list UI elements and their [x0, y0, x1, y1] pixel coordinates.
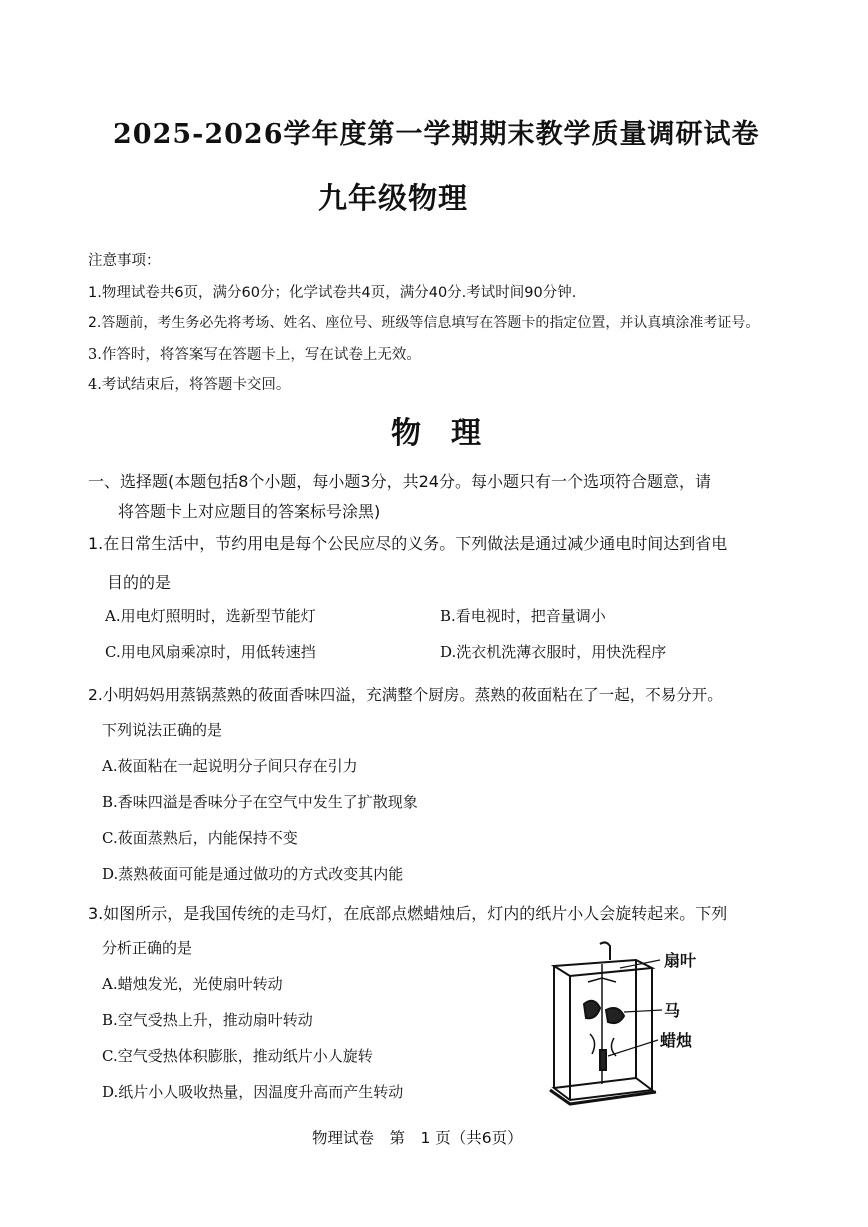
option-c: C.莜面蒸熟后，内能保持不变 [102, 829, 298, 847]
question-stem: 1.在日常生活中，节约用电是每个公民应尽的义务。下列做法是通过减少通电时间达到省电 [88, 534, 728, 553]
fan-label: 扇叶 [664, 951, 697, 970]
option-d: D.蒸熟莜面可能是通过做功的方式改变其内能 [102, 865, 404, 883]
question-stem: 分析正确的是 [102, 939, 193, 957]
option-d: D.纸片小人吸收热量，因温度升高而产生转动 [102, 1083, 404, 1101]
candle-label: 蜡烛 [660, 1031, 693, 1050]
option-b: B.看电视时，把音量调小 [440, 607, 606, 625]
part-instruction: 一、选择题(本题包括8个小题，每小题3分，共24分。每小题只有一个选项符合题意，请 [88, 472, 711, 491]
notice-item: 1.物理试卷共6页，满分60分；化学试卷共4页，满分40分.考试时间90分钟. [88, 285, 577, 301]
question-stem: 3.如图所示，是我国传统的走马灯，在底部点燃蜡烛后，灯内的纸片小人会旋转起来。下列 [88, 904, 728, 923]
option-b: B.香味四溢是香味分子在空气中发生了扩散现象 [102, 793, 418, 811]
option-c: C.用电风扇乘凉时，用低转速挡 [105, 643, 316, 661]
notice-item: 4.考试结束后，将答题卡交回。 [88, 377, 291, 393]
option-a: A.用电灯照明时，选新型节能灯 [105, 607, 316, 625]
part-instruction: 将答题卡上对应题目的答案标号涂黑) [118, 502, 381, 521]
question-stem: 目的的是 [107, 573, 172, 592]
notice-item: 2.答题前，考生务必先将考场、姓名、座位号、班级等信息填写在答题卡的指定位置，并认真填涂准考证号。 [88, 315, 760, 331]
exam-title: 2025-2026学年度第一学期期末教学质量调研试卷 [113, 119, 760, 150]
option-d: D.洗衣机洗薄衣服时，用快洗程序 [440, 643, 667, 661]
exam-subtitle: 九年级物理 [318, 181, 469, 215]
page-footer: 物理试卷 第 1 页（共6页） [312, 1129, 523, 1147]
option-c: C.空气受热体积膨胀，推动纸片小人旋转 [102, 1047, 373, 1065]
option-a: A.蜡烛发光，光使扇叶转动 [102, 975, 283, 993]
notice-item: 3.作答时，将答案写在答题卡上，写在试卷上无效。 [88, 347, 421, 363]
lantern-figure [540, 938, 720, 1110]
question-stem: 下列说法正确的是 [102, 721, 223, 739]
section-title: 物 理 [391, 416, 481, 451]
notice-heading: 注意事项： [88, 253, 161, 269]
horse-label: 马 [664, 1001, 681, 1020]
question-stem: 2.小明妈妈用蒸锅蒸熟的莜面香味四溢，充满整个厨房。蒸熟的莜面粘在了一起，不易分开。 [88, 686, 723, 704]
option-a: A.莜面粘在一起说明分子间只存在引力 [102, 757, 358, 775]
option-b: B.空气受热上升，推动扇叶转动 [102, 1011, 313, 1029]
